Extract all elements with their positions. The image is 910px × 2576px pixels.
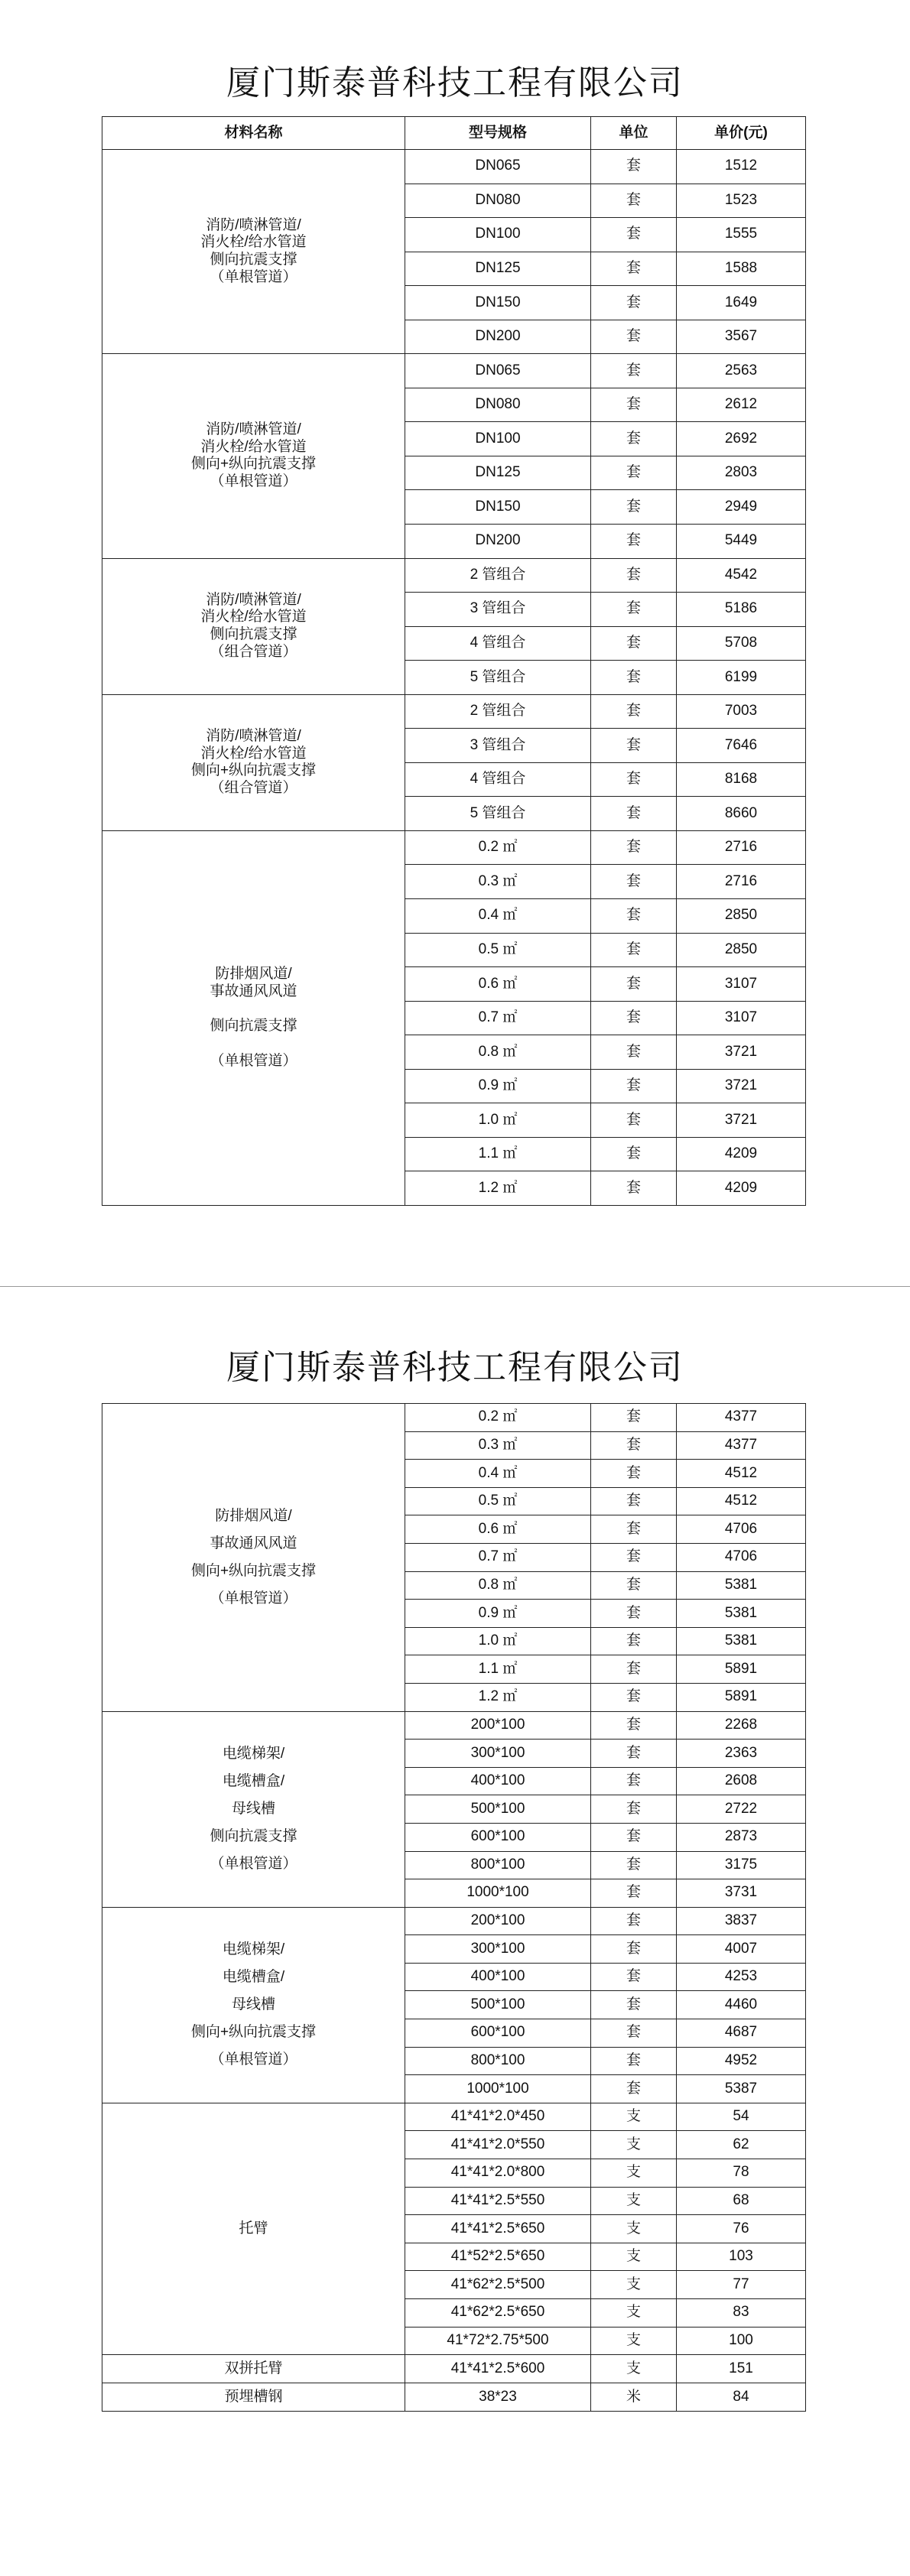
unit-cell: 套 xyxy=(591,865,677,899)
table-row xyxy=(102,2355,806,2383)
price-cell: 2363 xyxy=(677,1740,806,1768)
unit-cell: 套 xyxy=(591,1851,677,1879)
unit-cell: 套 xyxy=(591,558,677,593)
table-row xyxy=(102,2103,806,2131)
unit-cell: 套 xyxy=(591,729,677,763)
price-cell: 1588 xyxy=(677,252,806,286)
spec-cell: 0.2 ㎡ xyxy=(405,1404,591,1432)
unit-cell: 套 xyxy=(591,422,677,456)
unit-cell: 支 xyxy=(591,2215,677,2243)
price-cell: 5891 xyxy=(677,1655,806,1684)
price-cell: 1523 xyxy=(677,184,806,218)
unit-cell: 支 xyxy=(591,2187,677,2215)
unit-cell: 套 xyxy=(591,1571,677,1600)
price-cell: 100 xyxy=(677,2327,806,2355)
price-cell: 3721 xyxy=(677,1069,806,1103)
unit-cell: 套 xyxy=(591,1991,677,2019)
header-unit-price: 单价(元) xyxy=(677,117,806,150)
price-cell: 4706 xyxy=(677,1543,806,1571)
price-cell: 3175 xyxy=(677,1851,806,1879)
table-row xyxy=(102,354,806,388)
spec-cell: 0.8 ㎡ xyxy=(405,1571,591,1600)
spec-cell: 0.3 ㎡ xyxy=(405,865,591,899)
price-cell: 8168 xyxy=(677,762,806,797)
price-cell: 2563 xyxy=(677,354,806,388)
table-row xyxy=(102,694,806,729)
spec-cell: 500*100 xyxy=(405,1795,591,1824)
spec-cell: 600*100 xyxy=(405,2019,591,2048)
price-cell: 3721 xyxy=(677,1035,806,1070)
spec-cell: DN080 xyxy=(405,184,591,218)
price-table-page-2 xyxy=(102,1403,806,2412)
unit-cell: 套 xyxy=(591,694,677,729)
unit-cell: 套 xyxy=(591,2047,677,2075)
price-cell: 103 xyxy=(677,2243,806,2271)
spec-cell: 400*100 xyxy=(405,1767,591,1795)
spec-cell: DN150 xyxy=(405,490,591,525)
spec-cell: 0.5 ㎡ xyxy=(405,1487,591,1515)
unit-cell: 套 xyxy=(591,354,677,388)
table-row xyxy=(102,830,806,865)
unit-cell: 套 xyxy=(591,1404,677,1432)
price-cell: 4460 xyxy=(677,1991,806,2019)
page-divider xyxy=(0,1286,910,1287)
unit-cell: 套 xyxy=(591,626,677,661)
price-cell: 3837 xyxy=(677,1907,806,1935)
unit-cell: 套 xyxy=(591,1137,677,1171)
unit-cell: 米 xyxy=(591,2383,677,2412)
price-cell: 4542 xyxy=(677,558,806,593)
spec-cell: 300*100 xyxy=(405,1740,591,1768)
unit-cell: 套 xyxy=(591,1487,677,1515)
unit-cell: 套 xyxy=(591,762,677,797)
price-cell: 4512 xyxy=(677,1460,806,1488)
price-cell: 3567 xyxy=(677,320,806,354)
unit-cell: 套 xyxy=(591,1431,677,1460)
spec-cell: 38*23 xyxy=(405,2383,591,2412)
table-row xyxy=(102,1907,806,1935)
price-cell: 4007 xyxy=(677,1935,806,1964)
material-name-cell: 消防/喷淋管道/ 消火栓/给水管道 侧向+纵向抗震支撑 （组合管道） xyxy=(102,694,405,830)
header-material-name: 材料名称 xyxy=(102,117,405,150)
spec-cell: 41*41*2.5*600 xyxy=(405,2355,591,2383)
price-cell: 5891 xyxy=(677,1683,806,1711)
unit-cell: 套 xyxy=(591,1711,677,1740)
spec-cell: DN200 xyxy=(405,525,591,559)
material-name-cell: 消防/喷淋管道/ 消火栓/给水管道 侧向抗震支撑 （单根管道） xyxy=(102,150,405,354)
price-cell: 2873 xyxy=(677,1823,806,1851)
unit-cell: 套 xyxy=(591,1103,677,1138)
spec-cell: 1.2 ㎡ xyxy=(405,1683,591,1711)
spec-cell: DN100 xyxy=(405,218,591,252)
unit-cell: 套 xyxy=(591,1767,677,1795)
spec-cell: 200*100 xyxy=(405,1907,591,1935)
price-cell: 4377 xyxy=(677,1431,806,1460)
unit-cell: 支 xyxy=(591,2103,677,2131)
spec-cell: 2 管组合 xyxy=(405,558,591,593)
spec-cell: DN200 xyxy=(405,320,591,354)
spec-cell: 0.8 ㎡ xyxy=(405,1035,591,1070)
unit-cell: 套 xyxy=(591,967,677,1002)
price-cell: 2803 xyxy=(677,456,806,490)
unit-cell: 套 xyxy=(591,1627,677,1655)
price-cell: 68 xyxy=(677,2187,806,2215)
price-cell: 4687 xyxy=(677,2019,806,2048)
unit-cell: 支 xyxy=(591,2271,677,2299)
price-cell: 76 xyxy=(677,2215,806,2243)
table-row xyxy=(102,150,806,184)
unit-cell: 套 xyxy=(591,1035,677,1070)
spec-cell: DN150 xyxy=(405,286,591,320)
price-cell: 2608 xyxy=(677,1767,806,1795)
unit-cell: 套 xyxy=(591,1683,677,1711)
spec-cell: 0.5 ㎡ xyxy=(405,933,591,967)
price-cell: 5708 xyxy=(677,626,806,661)
spec-cell: 4 管组合 xyxy=(405,626,591,661)
price-cell: 5387 xyxy=(677,2075,806,2103)
spec-cell: 41*41*2.5*550 xyxy=(405,2187,591,2215)
price-cell: 4952 xyxy=(677,2047,806,2075)
spec-cell: 4 管组合 xyxy=(405,762,591,797)
table-row xyxy=(102,1711,806,1740)
spec-cell: 2 管组合 xyxy=(405,694,591,729)
price-cell: 4706 xyxy=(677,1515,806,1544)
spec-cell: DN100 xyxy=(405,422,591,456)
unit-cell: 套 xyxy=(591,456,677,490)
header-model-spec: 型号规格 xyxy=(405,117,591,150)
price-cell: 5449 xyxy=(677,525,806,559)
spec-cell: 1.1 ㎡ xyxy=(405,1655,591,1684)
table-row xyxy=(102,1404,806,1432)
price-cell: 2692 xyxy=(677,422,806,456)
spec-cell: 5 管组合 xyxy=(405,661,591,695)
unit-cell: 套 xyxy=(591,899,677,934)
price-cell: 3721 xyxy=(677,1103,806,1138)
spec-cell: 0.6 ㎡ xyxy=(405,967,591,1002)
material-name-cell: 电缆梯架/ 电缆槽盒/ 母线槽 侧向抗震支撑 （单根管道） xyxy=(102,1711,405,1907)
spec-cell: 300*100 xyxy=(405,1935,591,1964)
unit-cell: 套 xyxy=(591,661,677,695)
unit-cell: 套 xyxy=(591,1740,677,1768)
spec-cell: 3 管组合 xyxy=(405,729,591,763)
spec-cell: DN065 xyxy=(405,354,591,388)
header-unit: 单位 xyxy=(591,117,677,150)
material-name-cell: 防排烟风道/ 事故通风风道 侧向+纵向抗震支撑 （单根管道） xyxy=(102,1404,405,1712)
unit-cell: 套 xyxy=(591,490,677,525)
spec-cell: 41*41*2.0*550 xyxy=(405,2131,591,2159)
spec-cell: 41*52*2.5*650 xyxy=(405,2243,591,2271)
spec-cell: 0.3 ㎡ xyxy=(405,1431,591,1460)
spec-cell: 0.9 ㎡ xyxy=(405,1600,591,1628)
unit-cell: 支 xyxy=(591,2243,677,2271)
unit-cell: 套 xyxy=(591,2075,677,2103)
spec-cell: 200*100 xyxy=(405,1711,591,1740)
price-cell: 2722 xyxy=(677,1795,806,1824)
price-cell: 5381 xyxy=(677,1571,806,1600)
unit-cell: 支 xyxy=(591,2327,677,2355)
material-name-cell: 预埋槽钢 xyxy=(102,2383,405,2412)
unit-cell: 套 xyxy=(591,830,677,865)
price-table-page-1 xyxy=(102,116,806,1206)
page-title: 厦门斯泰普科技工程有限公司 xyxy=(226,1348,684,1387)
table-header-row xyxy=(102,117,806,150)
price-cell: 54 xyxy=(677,2103,806,2131)
spec-cell: 41*62*2.5*650 xyxy=(405,2299,591,2327)
price-cell: 84 xyxy=(677,2383,806,2412)
price-cell: 1512 xyxy=(677,150,806,184)
unit-cell: 支 xyxy=(591,2131,677,2159)
spec-cell: 3 管组合 xyxy=(405,593,591,627)
price-cell: 7646 xyxy=(677,729,806,763)
price-cell: 1649 xyxy=(677,286,806,320)
material-name-cell: 电缆梯架/ 电缆槽盒/ 母线槽 侧向+纵向抗震支撑 （单根管道） xyxy=(102,1907,405,2103)
unit-cell: 套 xyxy=(591,1963,677,1991)
spec-cell: 800*100 xyxy=(405,2047,591,2075)
price-cell: 2850 xyxy=(677,899,806,934)
spec-cell: DN080 xyxy=(405,388,591,422)
spec-cell: DN125 xyxy=(405,456,591,490)
spec-cell: 0.7 ㎡ xyxy=(405,1001,591,1035)
unit-cell: 套 xyxy=(591,286,677,320)
price-cell: 2612 xyxy=(677,388,806,422)
price-cell: 4512 xyxy=(677,1487,806,1515)
unit-cell: 套 xyxy=(591,1460,677,1488)
unit-cell: 套 xyxy=(591,593,677,627)
page-title: 厦门斯泰普科技工程有限公司 xyxy=(226,63,684,102)
unit-cell: 套 xyxy=(591,1001,677,1035)
price-cell: 77 xyxy=(677,2271,806,2299)
price-cell: 78 xyxy=(677,2159,806,2188)
unit-cell: 套 xyxy=(591,1655,677,1684)
price-cell: 5381 xyxy=(677,1627,806,1655)
material-name-cell: 防排烟风道/ 事故通风风道 侧向抗震支撑 （单根管道） xyxy=(102,830,405,1205)
spec-cell: 0.9 ㎡ xyxy=(405,1069,591,1103)
spec-cell: DN065 xyxy=(405,150,591,184)
spec-cell: 0.4 ㎡ xyxy=(405,899,591,934)
price-cell: 2949 xyxy=(677,490,806,525)
unit-cell: 套 xyxy=(591,525,677,559)
price-cell: 6199 xyxy=(677,661,806,695)
unit-cell: 套 xyxy=(591,320,677,354)
price-cell: 8660 xyxy=(677,797,806,831)
price-cell: 4209 xyxy=(677,1171,806,1206)
price-cell: 5381 xyxy=(677,1600,806,1628)
table-row xyxy=(102,2383,806,2412)
spec-cell: 800*100 xyxy=(405,1851,591,1879)
unit-cell: 套 xyxy=(591,933,677,967)
spec-cell: 1000*100 xyxy=(405,2075,591,2103)
unit-cell: 套 xyxy=(591,150,677,184)
material-name-cell: 托臂 xyxy=(102,2103,405,2354)
spec-cell: 0.6 ㎡ xyxy=(405,1515,591,1544)
unit-cell: 支 xyxy=(591,2355,677,2383)
spec-cell: DN125 xyxy=(405,252,591,286)
unit-cell: 套 xyxy=(591,1069,677,1103)
price-cell: 83 xyxy=(677,2299,806,2327)
unit-cell: 套 xyxy=(591,797,677,831)
material-name-cell: 消防/喷淋管道/ 消火栓/给水管道 侧向+纵向抗震支撑 （单根管道） xyxy=(102,354,405,558)
spec-cell: 500*100 xyxy=(405,1991,591,2019)
unit-cell: 套 xyxy=(591,1907,677,1935)
unit-cell: 套 xyxy=(591,388,677,422)
material-name-cell: 消防/喷淋管道/ 消火栓/给水管道 侧向抗震支撑 （组合管道） xyxy=(102,558,405,694)
price-cell: 2716 xyxy=(677,830,806,865)
unit-cell: 套 xyxy=(591,1543,677,1571)
price-cell: 2716 xyxy=(677,865,806,899)
unit-cell: 套 xyxy=(591,1935,677,1964)
unit-cell: 套 xyxy=(591,1171,677,1206)
price-cell: 4253 xyxy=(677,1963,806,1991)
unit-cell: 套 xyxy=(591,1879,677,1908)
unit-cell: 套 xyxy=(591,1600,677,1628)
spec-cell: 600*100 xyxy=(405,1823,591,1851)
price-cell: 2850 xyxy=(677,933,806,967)
price-cell: 1555 xyxy=(677,218,806,252)
price-cell: 62 xyxy=(677,2131,806,2159)
spec-cell: 0.7 ㎡ xyxy=(405,1543,591,1571)
unit-cell: 支 xyxy=(591,2159,677,2188)
spec-cell: 1.0 ㎡ xyxy=(405,1627,591,1655)
spec-cell: 0.4 ㎡ xyxy=(405,1460,591,1488)
price-cell: 4377 xyxy=(677,1404,806,1432)
table-row xyxy=(102,558,806,593)
spec-cell: 41*41*2.5*650 xyxy=(405,2215,591,2243)
unit-cell: 套 xyxy=(591,2019,677,2048)
spec-cell: 1.0 ㎡ xyxy=(405,1103,591,1138)
material-name-cell: 双拼托臂 xyxy=(102,2355,405,2383)
unit-cell: 套 xyxy=(591,1515,677,1544)
price-cell: 3107 xyxy=(677,967,806,1002)
unit-cell: 套 xyxy=(591,1823,677,1851)
spec-cell: 41*41*2.0*450 xyxy=(405,2103,591,2131)
price-cell: 7003 xyxy=(677,694,806,729)
spec-cell: 5 管组合 xyxy=(405,797,591,831)
unit-cell: 支 xyxy=(591,2299,677,2327)
spec-cell: 0.2 ㎡ xyxy=(405,830,591,865)
unit-cell: 套 xyxy=(591,218,677,252)
unit-cell: 套 xyxy=(591,1795,677,1824)
unit-cell: 套 xyxy=(591,252,677,286)
price-cell: 5186 xyxy=(677,593,806,627)
spec-cell: 41*41*2.0*800 xyxy=(405,2159,591,2188)
spec-cell: 1.2 ㎡ xyxy=(405,1171,591,1206)
spec-cell: 1000*100 xyxy=(405,1879,591,1908)
spec-cell: 1.1 ㎡ xyxy=(405,1137,591,1171)
spec-cell: 41*72*2.75*500 xyxy=(405,2327,591,2355)
unit-cell: 套 xyxy=(591,184,677,218)
spec-cell: 41*62*2.5*500 xyxy=(405,2271,591,2299)
price-cell: 3731 xyxy=(677,1879,806,1908)
price-cell: 3107 xyxy=(677,1001,806,1035)
spec-cell: 400*100 xyxy=(405,1963,591,1991)
price-cell: 4209 xyxy=(677,1137,806,1171)
price-cell: 2268 xyxy=(677,1711,806,1740)
price-cell: 151 xyxy=(677,2355,806,2383)
